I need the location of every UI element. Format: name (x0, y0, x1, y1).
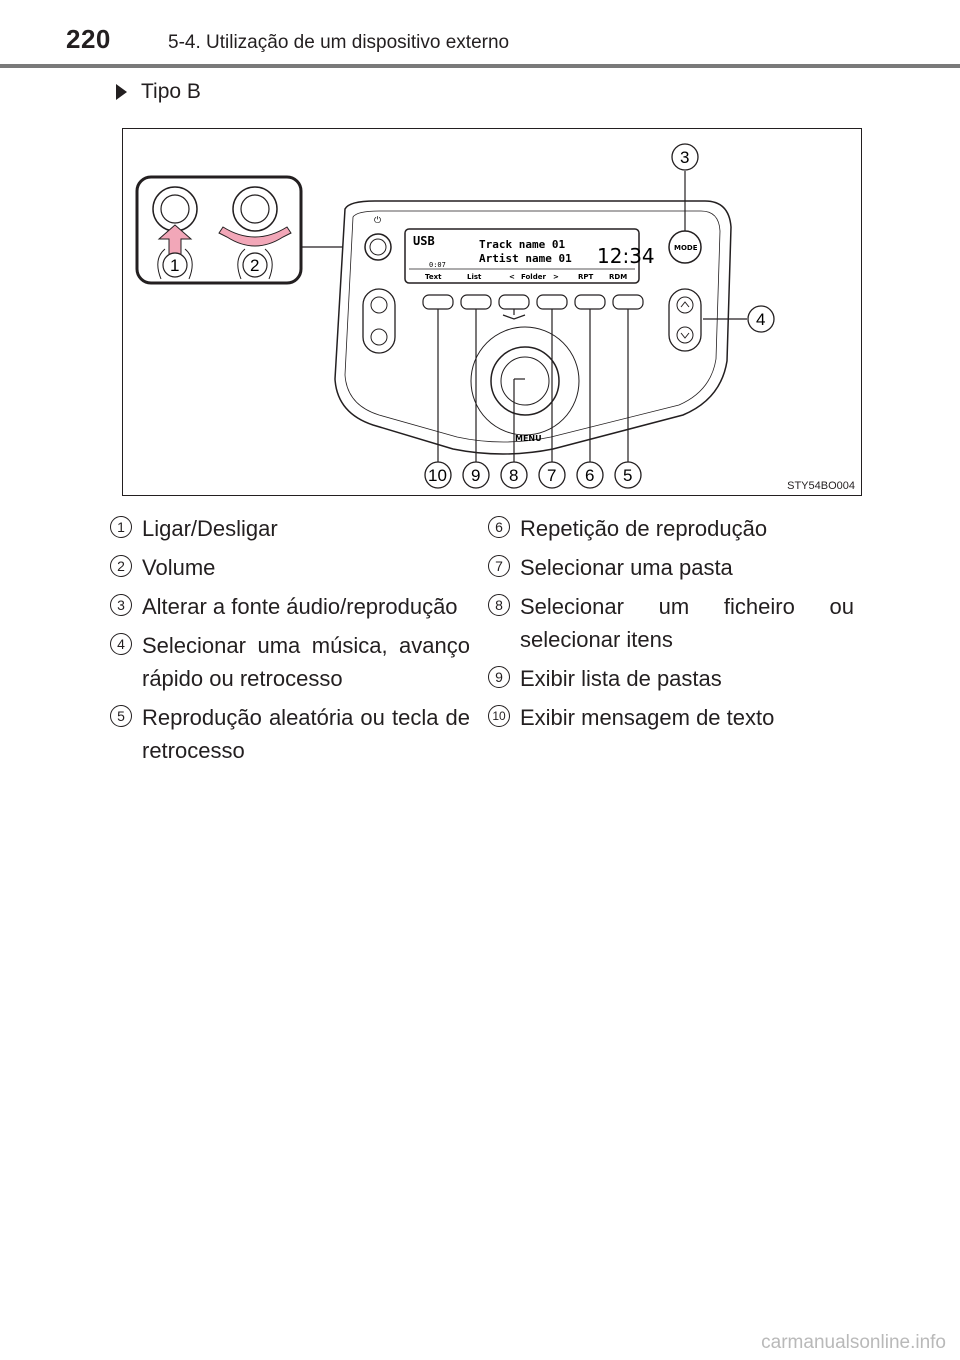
legend-text: Selecionar uma pasta (520, 555, 733, 580)
callout-3: 3 (680, 148, 690, 167)
legend-text: Reprodução aleatória ou tecla de retrocesso (142, 705, 470, 763)
callout-9: 9 (471, 466, 481, 485)
legend-number: 5 (110, 705, 132, 727)
legend-item (110, 551, 470, 584)
legend-number: 4 (110, 633, 132, 655)
callout-5: 5 (623, 466, 633, 485)
callout-7: 7 (547, 466, 557, 485)
softkey-label: Text (425, 273, 442, 281)
display-artist: Artist name 01 (479, 252, 572, 265)
menu-label: MENU (515, 434, 542, 443)
softkey-label: List (467, 273, 482, 281)
legend-text: Repetição de reprodução (520, 516, 768, 541)
section-title: 5-4. Utilização de um dispositivo externo (168, 32, 510, 53)
subheading-text: Tipo B (141, 80, 201, 103)
legend-item (488, 701, 854, 734)
audio-unit-figure (122, 128, 862, 496)
softkey-label: Folder (521, 273, 546, 281)
figure-code: STY54BO004 (787, 480, 855, 492)
callout-4: 4 (756, 310, 766, 329)
legend-number: 8 (488, 594, 510, 616)
legend-item (110, 590, 470, 623)
legend-item (110, 629, 470, 695)
mode-label: MODE (674, 244, 698, 252)
softkey-label: RDM (609, 273, 628, 281)
legend-left (110, 512, 470, 773)
legend-number: 7 (488, 555, 510, 577)
display-time: 0:07 (429, 261, 446, 269)
display-clock: 12:34 (597, 244, 655, 268)
legend-text: Volume (142, 555, 216, 580)
legend-number: 10 (488, 705, 510, 727)
legend-item (110, 512, 470, 545)
header-rule (0, 64, 960, 68)
svg-text:⏻: ⏻ (374, 216, 382, 226)
softkey-label: < (509, 273, 515, 281)
legend-item (488, 551, 854, 584)
legend-number: 9 (488, 666, 510, 688)
softkey-label: > (553, 273, 559, 281)
subheading (116, 80, 201, 104)
softkey-label: RPT (578, 273, 594, 281)
legend-number: 1 (110, 516, 132, 538)
legend-item (488, 512, 854, 545)
callout-8: 8 (509, 466, 519, 485)
legend-number: 2 (110, 555, 132, 577)
legend-text: Exibir lista de pastas (520, 666, 722, 691)
legend-number: 3 (110, 594, 132, 616)
watermark: carmanualsonline.info (761, 1332, 946, 1353)
legend-right (488, 512, 854, 740)
callout-2: 2 (250, 256, 260, 275)
legend-number: 6 (488, 516, 510, 538)
legend-text: Selecionar uma música, avanço rápido ou retrocesso (142, 633, 470, 691)
triangle-bullet-icon (116, 84, 127, 100)
legend-text: Alterar a fonte áudio/reprodução (142, 594, 458, 619)
legend-text: Ligar/Desligar (142, 516, 278, 541)
legend-text: Exibir mensagem de texto (520, 705, 775, 730)
display-track: Track name 01 (479, 238, 566, 251)
legend-text: Selecionar um ficheiro ou selecionar itens (520, 594, 854, 652)
callout-10: 10 (428, 466, 447, 485)
audio-unit-illustration (123, 129, 862, 496)
legend-item (488, 662, 854, 695)
callout-1: 1 (170, 256, 180, 275)
callout-6: 6 (585, 466, 595, 485)
display-source: USB (413, 234, 435, 248)
legend-item (488, 590, 854, 656)
legend-item (110, 701, 470, 767)
page-number: 220 (66, 24, 111, 54)
